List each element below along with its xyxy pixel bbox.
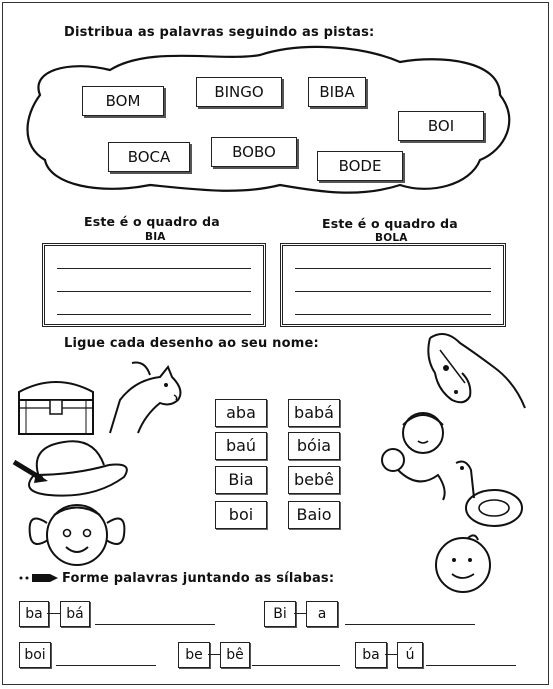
answer-line[interactable] (426, 665, 516, 666)
write-line[interactable] (57, 314, 251, 315)
pencil-icon (18, 572, 58, 584)
hat-drawing (14, 437, 134, 502)
word-boi: BOI (398, 111, 484, 141)
quadro-bola-box (280, 243, 506, 327)
write-line[interactable] (295, 314, 491, 315)
quadro-bia-name: BIA (145, 231, 166, 243)
syllable-connector (47, 613, 60, 614)
answer-line[interactable] (345, 624, 475, 625)
name-bia[interactable]: Bia (215, 466, 267, 494)
quadro-bia-label: Este é o quadro da (84, 214, 220, 229)
nanny-baby-drawing (378, 405, 453, 500)
write-line[interactable] (57, 268, 251, 269)
word-bingo: BINGO (196, 77, 282, 107)
answer-line[interactable] (252, 665, 340, 666)
horse-drawing (420, 328, 530, 413)
name-boia[interactable]: bóia (288, 432, 340, 460)
syllable-connector (208, 654, 220, 655)
answer-line[interactable] (95, 624, 215, 625)
name-bau[interactable]: baú (215, 432, 267, 460)
write-line[interactable] (295, 268, 491, 269)
name-boi[interactable]: boi (215, 501, 267, 529)
syllable-u-acute: ú (397, 642, 423, 668)
quadro-bola-label: Este é o quadro da (322, 216, 458, 231)
name-aba[interactable]: aba (215, 399, 267, 427)
section2-title: Ligue cada desenho ao seu nome: (64, 336, 319, 351)
syllable-connector (294, 613, 306, 614)
section3-title: Forme palavras juntando as sílabas: (62, 571, 335, 586)
quadro-bola-name: BOLA (375, 232, 408, 244)
word-bom: BOM (82, 86, 164, 116)
syllable-connector (385, 654, 397, 655)
name-baba[interactable]: babá (288, 399, 340, 427)
quadro-bia-box (42, 243, 266, 327)
ball-drawing (430, 530, 500, 595)
syllable-ba-2: ba (355, 642, 387, 668)
syllable-be: be (178, 642, 210, 668)
name-bebe[interactable]: bebê (288, 466, 340, 494)
girl-face-drawing (22, 495, 132, 575)
syllable-ba-acute: bá (60, 601, 90, 627)
word-bode: BODE (317, 151, 403, 181)
section1-title: Distribua as palavras seguindo as pistas: (64, 25, 375, 40)
syllable-be-circ: bê (220, 642, 250, 668)
word-boca: BOCA (108, 142, 190, 172)
answer-line[interactable] (56, 665, 156, 666)
write-line[interactable] (57, 291, 251, 292)
syllable-bi: Bi (264, 601, 296, 627)
syllable-boi: boi (19, 642, 51, 668)
chest-drawing (16, 378, 96, 438)
word-bobo: BOBO (211, 137, 297, 167)
word-biba: BIBA (308, 77, 366, 107)
syllable-ba: ba (19, 601, 49, 627)
float-drawing (446, 458, 526, 533)
ox-drawing (90, 355, 185, 435)
name-baio[interactable]: Baio (288, 501, 340, 529)
syllable-a: a (306, 601, 338, 627)
write-line[interactable] (295, 291, 491, 292)
